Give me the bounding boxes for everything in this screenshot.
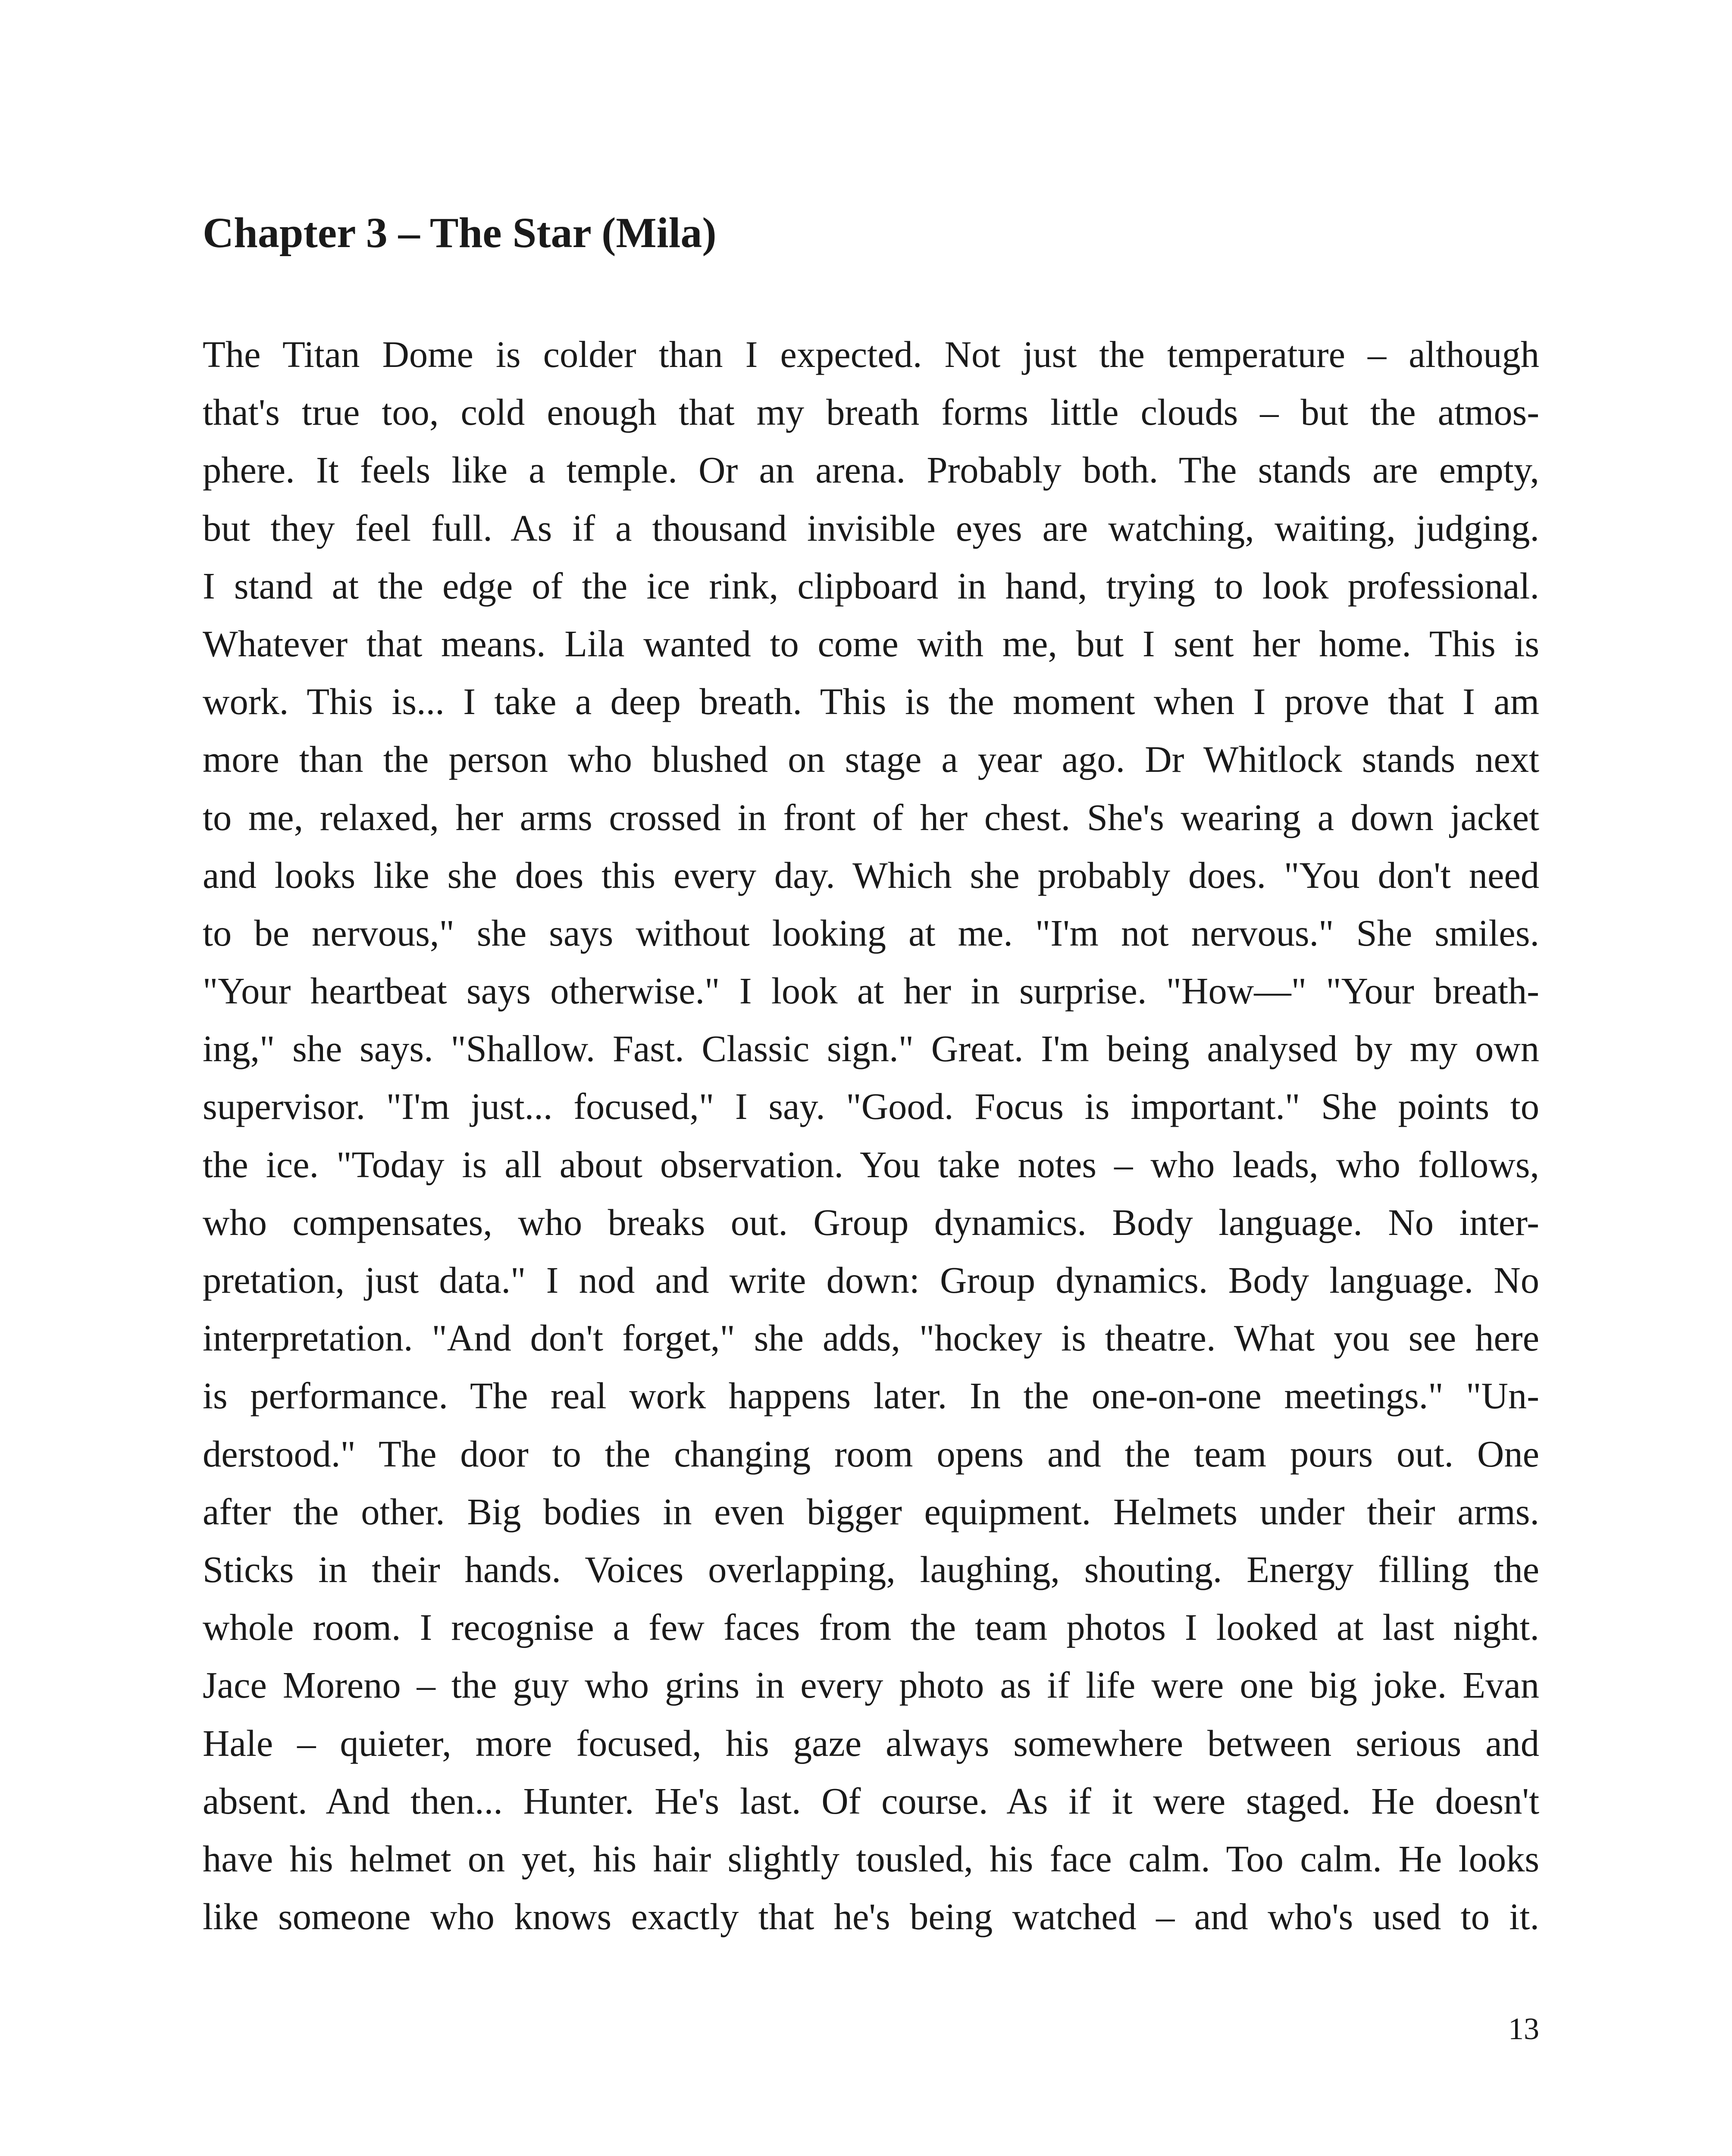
text-line: The Titan Dome is colder than I expected. Not just the temperature – although [203, 334, 1539, 375]
text-line: interpretation. "And don't forget," she adds, "hockey is theatre. What you see here [203, 1317, 1539, 1359]
text-line: work. This is... I take a deep breath. This is the moment when I prove that I am [203, 681, 1539, 723]
text-line: is performance. The real work happens later. In the one-on-one meetings." "Un- [203, 1375, 1539, 1417]
text-line: more than the person who blushed on stage a year ago. Dr Whitlock stands next [203, 739, 1539, 780]
text-line: to be nervous," she says without looking at me. "I'm not nervous." She smiles. [203, 912, 1539, 954]
body-paragraph [203, 326, 1539, 1946]
text-line: phere. It feels like a temple. Or an arena. Probably both. The stands are empty, [203, 449, 1539, 491]
text-line: absent. And then... Hunter. He's last. Of course. As if it were staged. He doesn't [203, 1780, 1539, 1822]
text-line: like someone who knows exactly that he's being watched – and who's used to it. [203, 1896, 1539, 1938]
text-line: the ice. "Today is all about observation. You take notes – who leads, who follows, [203, 1144, 1539, 1185]
text-line: but they feel full. As if a thousand invisible eyes are watching, waiting, judging. [203, 507, 1539, 549]
chapter-title: Chapter 3 – The Star (Mila) [203, 209, 717, 257]
text-line: pretation, just data." I nod and write down: Group dynamics. Body language. No [203, 1260, 1539, 1301]
text-line: I stand at the edge of the ice rink, clipboard in hand, trying to look professional. [203, 565, 1539, 607]
text-line: after the other. Big bodies in even bigger equipment. Helmets under their arms. [203, 1491, 1539, 1532]
text-line: have his helmet on yet, his hair slightly tousled, his face calm. Too calm. He looks [203, 1838, 1539, 1880]
text-line: whole room. I recognise a few faces from the team photos I looked at last night. [203, 1607, 1539, 1648]
text-line: supervisor. "I'm just... focused," I say. "Good. Focus is important." She points to [203, 1086, 1539, 1128]
text-line: Jace Moreno – the guy who grins in every photo as if life were one big joke. Evan [203, 1664, 1539, 1706]
page-number: 13 [1508, 2012, 1539, 2046]
text-line: "Your heartbeat says otherwise." I look at her in surprise. "How—" "Your breath- [203, 970, 1539, 1012]
text-line: derstood." The door to the changing room opens and the team pours out. One [203, 1433, 1539, 1475]
text-line: Sticks in their hands. Voices overlapping, laughing, shouting. Energy filling the [203, 1548, 1539, 1590]
text-line: who compensates, who breaks out. Group dynamics. Body language. No inter- [203, 1201, 1539, 1243]
text-line: and looks like she does this every day. Which she probably does. "You don't need [203, 854, 1539, 896]
text-line: Hale – quieter, more focused, his gaze always somewhere between serious and [203, 1722, 1539, 1764]
text-line: ing," she says. "Shallow. Fast. Classic sign." Great. I'm being analysed by my own [203, 1028, 1539, 1070]
text-line: to me, relaxed, her arms crossed in front of her chest. She's wearing a down jacket [203, 796, 1539, 838]
text-line: Whatever that means. Lila wanted to come with me, but I sent her home. This is [203, 623, 1539, 664]
text-line: that's true too, cold enough that my breath forms little clouds – but the atmos- [203, 392, 1539, 433]
